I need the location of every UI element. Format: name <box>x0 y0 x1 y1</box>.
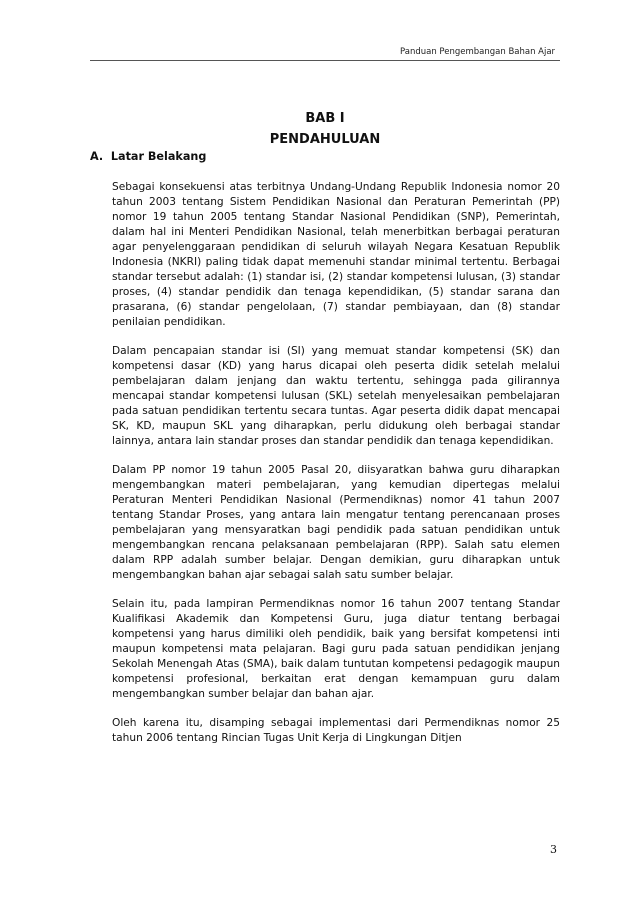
paragraph: Dalam pencapaian standar isi (SI) yang memuat standar kompetensi (SK) dan kompetensi dasar (KD) yang harus dicapai oleh peserta didik setelah melalui pembelajaran dalam jenjang dan waktu tertentu, sehingga pada gilirannya mencapai standar kompetensi lulusan (SKL) setelah menyelesaikan pembelajaran pada satuan pendidikan tertentu secara tuntas. Agar peserta didik dapat mencapai SK, KD, maupun SKL yang diharapkan, perlu didukung oleh berbagai standar lainnya, antara lain standar proses dan standar pendidik dan tenaga kependidikan. <box>112 345 560 447</box>
section-heading: A. Latar Belakang <box>90 150 207 163</box>
chapter-name: PENDAHULUAN <box>269 132 381 147</box>
paragraph: Dalam PP nomor 19 tahun 2005 Pasal 20, diisyaratkan bahwa guru diharapkan mengembangkan materi pembelajaran, yang kemudian dipertegas melalui Peraturan Menteri Pendidikan Nasional (Permendiknas) nomor 41 tahun 2007 tentang Standar Proses, yang antara lain mengatur tentang perencanaan proses pembelajaran yang mensyaratkan bagi pendidik pada satuan pendidikan untuk mengembangkan rencana pelaksanaan pembelajaran (RPP). Salah satu elemen dalam RPP adalah sumber belajar. Dengan demikian, guru diharapkan untuk mengembangkan bahan ajar sebagai salah satu sumber belajar. <box>112 464 560 581</box>
body-text <box>112 180 560 760</box>
chapter-number: BAB I <box>305 111 345 126</box>
running-header: Panduan Pengembangan Bahan Ajar <box>400 47 556 57</box>
chapter-title <box>90 108 560 150</box>
page-number: 3 <box>550 843 557 856</box>
header-rule <box>90 60 560 61</box>
paragraph: Sebagai konsekuensi atas terbitnya Undang-Undang Republik Indonesia nomor 20 tahun 2003 tentang Sistem Pendidikan Nasional dan Peraturan Pemerintah (PP) nomor 19 tahun 2005 tentang Standar Nasional Pendidikan (SNP), Pemerintah, dalam hal ini Menteri Pendidikan Nasional, telah menerbitkan berbagai peraturan agar penyelenggaraan pendidikan di seluruh wilayah Negara Kesatuan Republik Indonesia (NKRI) paling tidak dapat memenuhi standar minimal tertentu. Berbagai standar tersebut adalah: (1) standar isi, (2) standar kompetensi lulusan, (3) standar proses, (4) standar pendidik dan tenaga kependidikan, (5) standar sarana dan prasarana, (6) standar pengelolaan, (7) standar pembiayaan, dan (8) standar penilaian pendidikan. <box>112 181 560 328</box>
paragraph: Oleh karena itu, disamping sebagai implementasi dari Permendiknas nomor 25 tahun 2006 tentang Rincian Tugas Unit Kerja di Lingkungan Ditjen <box>112 717 560 744</box>
paragraph: Selain itu, pada lampiran Permendiknas nomor 16 tahun 2007 tentang Standar Kualifikasi Akademik dan Kompetensi Guru, juga diatur tentang berbagai kompetensi yang harus dimiliki oleh pendidik, baik yang bersifat kompetensi inti maupun kompetensi mata pelajaran. Bagi guru pada satuan pendidikan jenjang Sekolah Menengah Atas (SMA), baik dalam tuntutan kompetensi pedagogik maupun kompetensi profesional, berkaitan erat dengan kemampuan guru dalam mengembangkan sumber belajar dan bahan ajar. <box>112 598 560 700</box>
